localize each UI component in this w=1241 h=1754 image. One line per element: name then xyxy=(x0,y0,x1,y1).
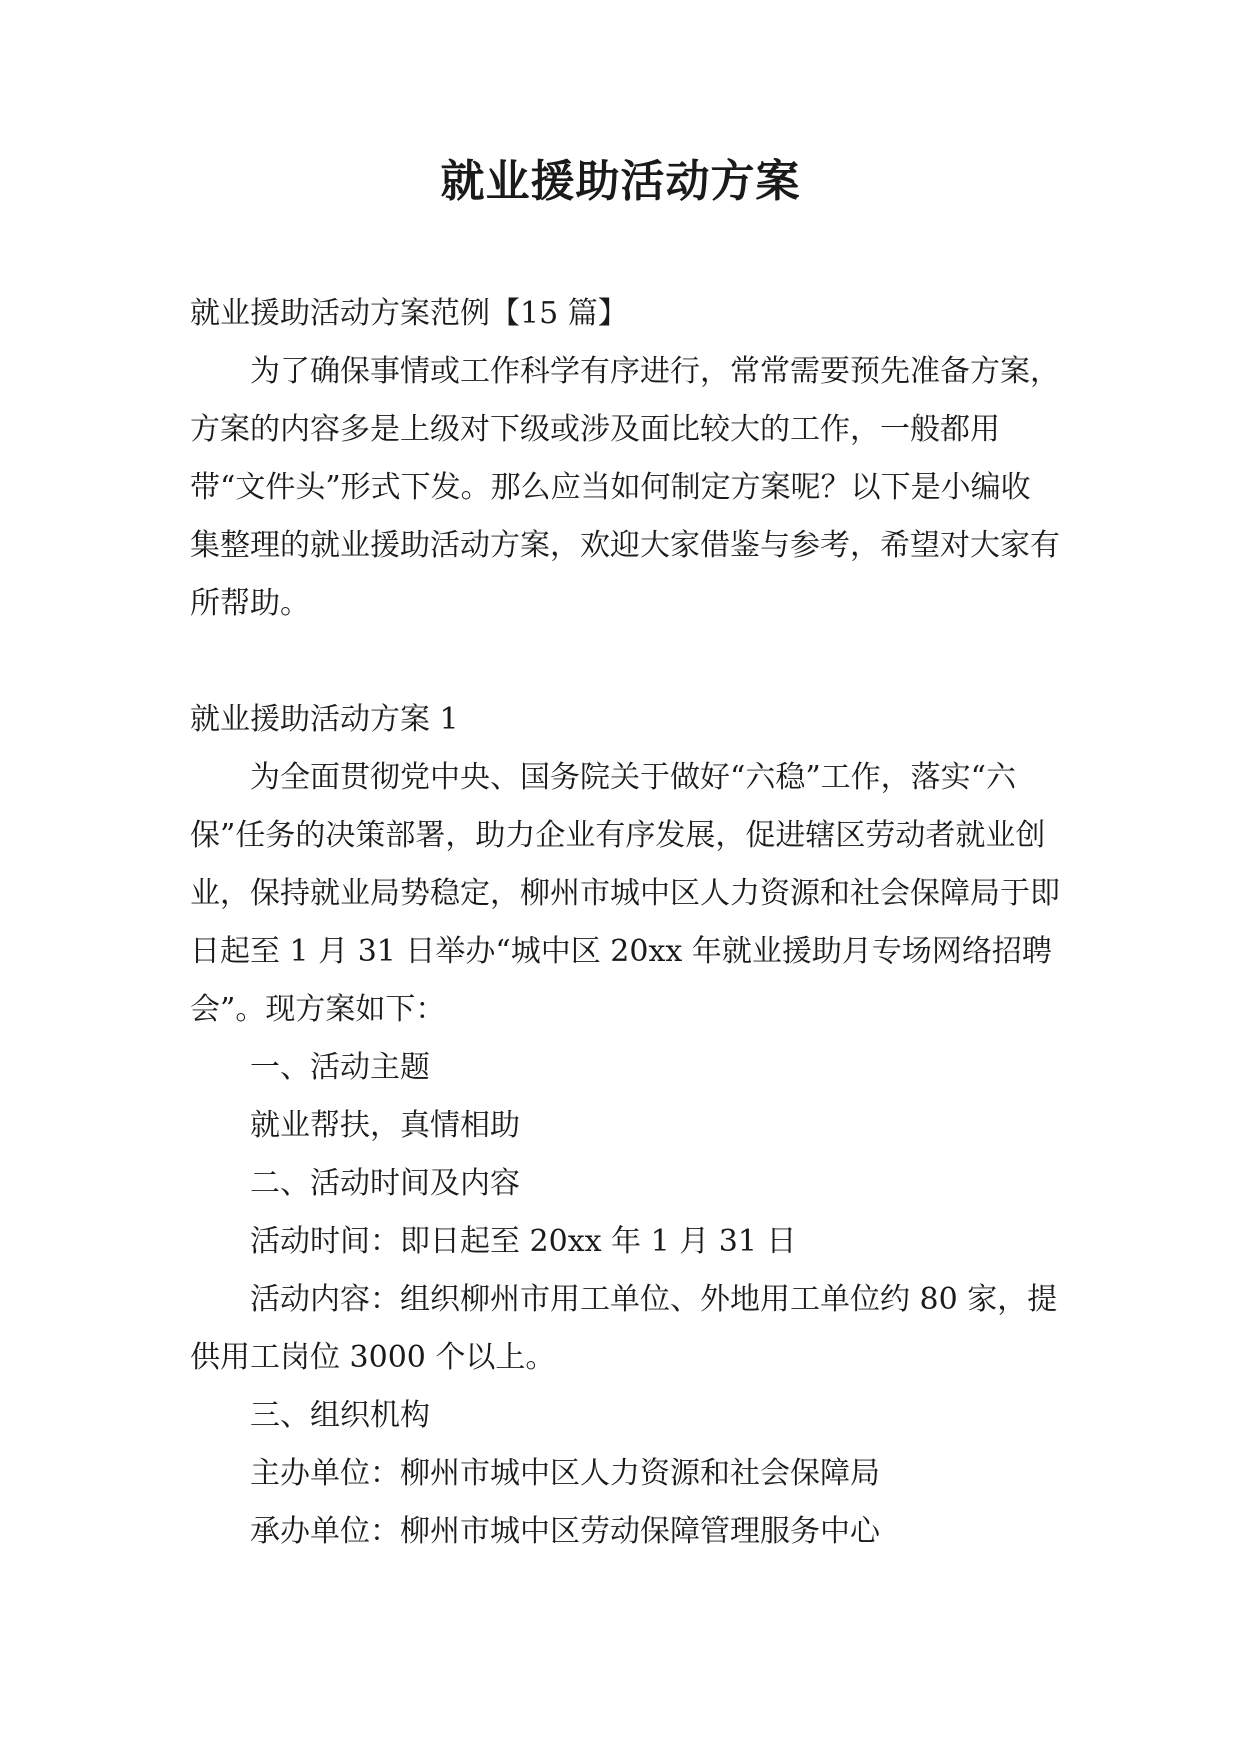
section-gap xyxy=(190,633,1060,691)
intro-paragraph: 为了确保事情或工作科学有序进行，常常需要预先准备方案，方案的内容多是上级对下级或涉及面比较大的工作，一般都用带“文件头”形式下发。那么应当如何制定方案呢？以下是小编收集整理的就业援助活动方案，欢迎大家借鉴与参考，希望对大家有所帮助。 xyxy=(190,354,1060,621)
document-title: 就业援助活动方案 xyxy=(440,156,801,207)
section-item: 就业帮扶，真情相助 xyxy=(250,1108,520,1143)
section-item: 活动内容：组织柳州市用工单位、外地用工单位约 80 家，提供用工岗位 3000 个以上。 xyxy=(190,1282,1058,1375)
section-body-paragraph: 为全面贯彻党中央、国务院关于做好“六稳”工作，落实“六保”任务的决策部署，助力企业有序发展，促进辖区劳动者就业创业，保持就业局势稳定，柳州市城中区人力资源和社会保障局于即日起至 1 月 31 日举办“城中区 20xx 年就业援助月专场网络招聘会”。现方案如下： xyxy=(190,760,1060,1027)
section-item: 三、组织机构 xyxy=(250,1398,430,1433)
section-heading: 就业援助活动方案 1 xyxy=(190,702,459,737)
section-item: 活动时间：即日起至 20xx 年 1 月 31 日 xyxy=(250,1224,797,1259)
document-body xyxy=(190,285,1060,1561)
section-item: 二、活动时间及内容 xyxy=(250,1166,520,1201)
section-item: 一、活动主题 xyxy=(250,1050,430,1085)
section-item: 主办单位：柳州市城中区人力资源和社会保障局 xyxy=(250,1456,880,1491)
document-subtitle: 就业援助活动方案范例【15 篇】 xyxy=(190,296,628,331)
section-item: 承办单位：柳州市城中区劳动保障管理服务中心 xyxy=(250,1514,880,1549)
